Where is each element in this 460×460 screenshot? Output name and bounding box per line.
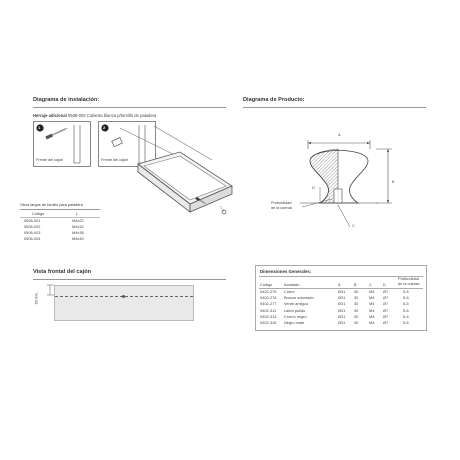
dimensions-cell-code: 0402-277: [260, 301, 277, 307]
screw-table-title: Otros largos de tornillo para paladera: [20, 203, 83, 207]
front-view-title: Vista frontal del cajón: [33, 269, 92, 275]
dimensions-panel: [255, 265, 427, 331]
dimensions-cell-b: 30: [354, 295, 359, 301]
dimensions-cell-d: Ø7: [383, 301, 389, 307]
dimensions-cell-depth: 5-6: [403, 320, 409, 325]
screw-row-code: 0506-004: [24, 236, 41, 241]
front-view-title-rule: [33, 279, 226, 280]
dimensions-cell-code: 0402-276: [260, 295, 277, 301]
screw-row-size: M4x32: [72, 224, 84, 229]
screw-table-header-l: L: [76, 211, 79, 216]
screw-table-rule: [20, 209, 100, 210]
front-dimension-label: 60 mm.: [34, 291, 39, 305]
dimensions-cell-finish: Latón pulido: [284, 307, 306, 313]
dimensions-header-b: B: [354, 282, 357, 287]
dimension-d-label: D: [312, 186, 315, 190]
dimensions-cell-a: Ø31: [338, 320, 346, 325]
herraje-label: Herraje adicional: [33, 113, 67, 118]
drawer-isometric-drawing: [130, 140, 250, 220]
depth-label-line2: de la cuerda: [271, 206, 292, 210]
herraje-line: [33, 113, 156, 118]
dimensions-cell-code: 0402-313: [260, 313, 277, 319]
dimensions-cell-finish: Negro mate: [284, 320, 305, 325]
dimensions-cell-c: M4: [369, 295, 375, 301]
dimensions-cell-d: Ø7: [383, 320, 389, 325]
dimensions-cell-code: 0402-275: [260, 289, 277, 294]
install-step-2-caption: Frente del cajón: [101, 158, 129, 162]
dimensions-header-depth: Profundidad de la cuerda: [398, 276, 420, 286]
dimensions-cell-finish: Cuero: [284, 289, 295, 294]
dimensions-cell-d: Ø7: [383, 289, 389, 294]
screw-row-size: M4x38: [72, 230, 84, 235]
dimensions-cell-b: 30: [354, 301, 359, 307]
install-step-1-number: 1: [38, 125, 41, 131]
dimensions-cell-depth: 5-6: [403, 289, 409, 294]
herraje-text: 0508-003 Cubierta blanca p/tornillo de paladera: [67, 113, 157, 118]
dimension-b-label: B: [392, 180, 395, 184]
dimensions-header-code: Código: [260, 282, 273, 287]
dimensions-cell-a: Ø31: [338, 313, 346, 319]
dimensions-cell-depth: 5-6: [403, 295, 409, 301]
screw-row-size: M4x45: [72, 236, 84, 241]
dimensions-cell-d: Ø7: [383, 307, 389, 313]
dimensions-cell-b: 30: [354, 313, 359, 319]
dimensions-header-c: C: [369, 282, 372, 287]
screw-row-code: 0506-001: [24, 218, 41, 223]
install-step-1-panel: [33, 121, 91, 167]
dimensions-cell-c: M4: [369, 307, 375, 313]
product-title-rule: [243, 107, 426, 108]
screw-table-header-code: Código: [32, 211, 45, 216]
screw-row-size: M4x22: [72, 218, 84, 223]
dimensions-cell-finish: Cromo negro: [284, 313, 307, 319]
dimensions-header-finish: Acabado: [284, 282, 300, 287]
dimensions-cell-a: Ø31: [338, 307, 346, 313]
install-step-1-caption: Frente del cajón: [36, 158, 64, 162]
dimensions-cell-d: Ø7: [383, 313, 389, 319]
dimensions-cell-finish: Bronce sobreado: [284, 295, 314, 301]
dimensions-cell-finish: Verde antiguo: [284, 301, 309, 307]
dimensions-cell-b: 30: [354, 320, 359, 325]
knob-drawing: [280, 125, 420, 245]
install-title-rule: [33, 107, 226, 108]
dimensions-cell-c: M4: [369, 289, 375, 294]
dimension-c-label: C: [352, 224, 355, 228]
screw-row-code: 0506-002: [24, 224, 41, 229]
drawer-front-view: [54, 285, 194, 321]
dimensions-cell-b: 30: [354, 307, 359, 313]
dimensions-cell-c: M4: [369, 301, 375, 307]
dimensions-cell-c: M4: [369, 320, 375, 325]
knob-position-marker: [122, 295, 125, 298]
dimensions-cell-d: Ø7: [383, 295, 389, 301]
dimensions-cell-b: 30: [354, 289, 359, 294]
dimensions-cell-depth: 5-6: [403, 307, 409, 313]
install-step-2-number: 2: [103, 125, 106, 131]
dimensions-cell-depth: 5-6: [403, 313, 409, 319]
dimensions-title: Dimensiones Generales:: [260, 269, 312, 274]
dimensions-cell-a: Ø31: [338, 289, 346, 294]
dimensions-cell-code: 0402-311: [260, 307, 277, 313]
dimensions-cell-depth: 5-6: [403, 301, 409, 307]
product-title: Diagrama de Producto:: [243, 97, 305, 103]
install-title: Diagrama de instalación:: [33, 97, 100, 103]
dimensions-cell-c: M4: [369, 313, 375, 319]
dimensions-cell-a: Ø31: [338, 295, 346, 301]
dimension-a-label: A: [338, 133, 341, 137]
dimensions-header-d: D: [383, 282, 386, 287]
dimensions-header-a: A: [338, 282, 341, 287]
screw-row-code: 0506-003: [24, 230, 41, 235]
depth-label-line1: Profundidad: [271, 201, 292, 205]
dimensions-cell-a: Ø31: [338, 301, 346, 307]
dimensions-cell-code: 0402-316: [260, 320, 277, 325]
screw-table: [20, 203, 100, 245]
front-dimension-line: [45, 285, 55, 319]
